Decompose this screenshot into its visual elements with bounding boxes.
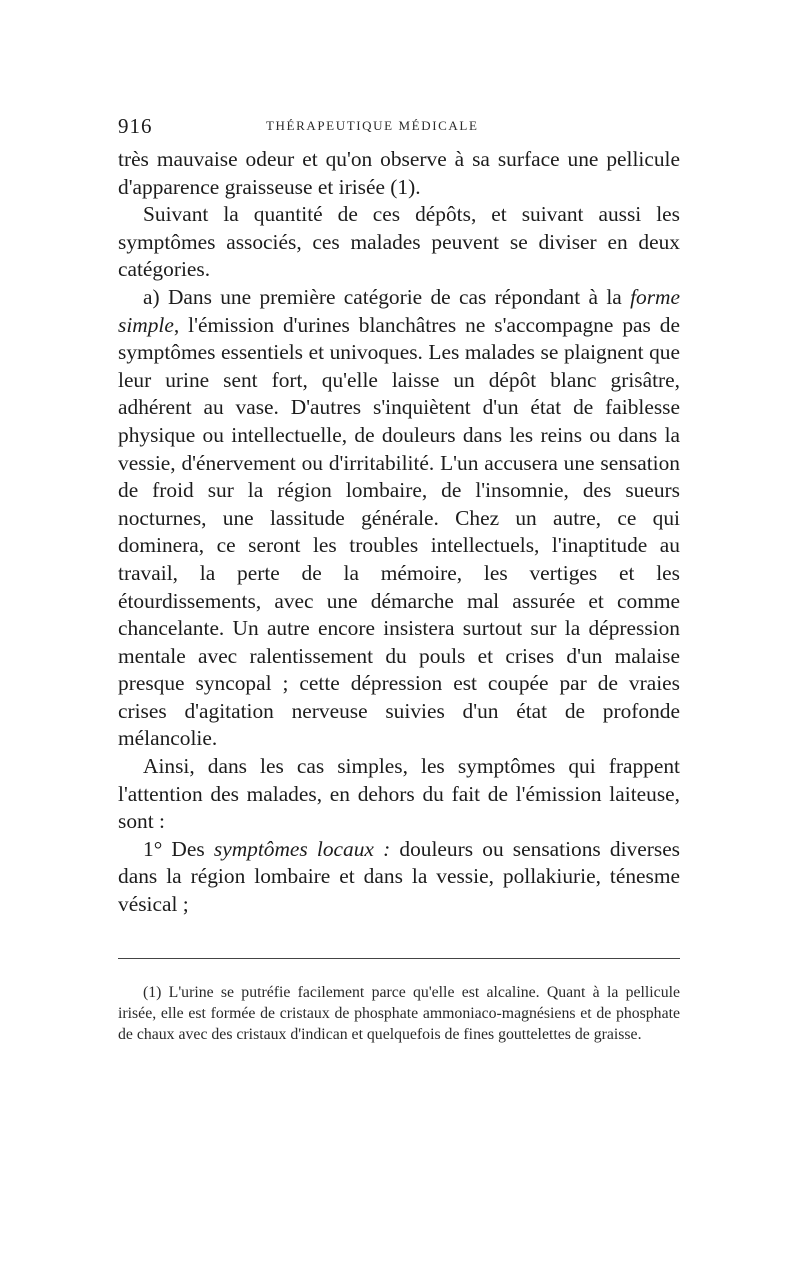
paragraph-rest: douleurs ou sensations diverses dans la région lombaire et dans la vessie, pollakiurie, ténesme vésical ; (118, 836, 681, 917)
running-head: THÉRAPEUTIQUE MÉDICALE (266, 118, 479, 133)
footnote-rule (118, 958, 680, 959)
paragraph-continued: très mauvaise odeur et qu'on observe à sa surface une pellicule d'apparence graisseuse et irisée (1). (118, 147, 680, 199)
paragraph-ainsi: Ainsi, dans les cas simples, les symptômes qui frappent l'attention des malades, en dehors du fait de l'émission laiteuse, sont : (118, 754, 680, 834)
italic-term: forme simple (118, 284, 680, 337)
footnote-text: (1) L'urine se putréfie facilement parce qu'elle est alcaline. Quant à la pellicule irisée, elle est formée de cristaux de phosphate ammoniaco-magnésiens et de phosphate de chaux avec des cristaux d'indican et quelquefois de fines gouttelettes de graisse. (118, 984, 680, 1043)
paragraph-rest: , l'émission d'urines blanchâtres ne s'accompagne pas de symptômes essentiels et univoques. Les malades se plaignent que leur urine sent fort, qu'elle laisse un dépôt blanc grisâtre, adhérent au vase. D'autres s'inquiètent d'un état de faiblesse physique ou intellectuelle, de douleurs dans les reins ou dans la vessie, d'énervement ou d'irritabilité. L'un accusera une sensation de froid sur la région lombaire, de l'insomnie, des sueurs nocturnes, une lassitude générale. Chez un autre, ce qui dominera, ce seront les troubles intellectuels, l'inaptitude au travail, la perte de la mémoire, les vertiges et les étourdissements, avec une démarche mal assurée et comme chancelante. Un autre encore insistera surtout sur la dépression mentale avec ralentissement du pouls et crises d'un malaise presque syncopal ; cette dépression est coupée par de vraies crises d'agitation nerveuse suivies d'un état de profonde mélancolie. (118, 312, 680, 751)
page-number: 916 (118, 114, 153, 138)
paragraph-forme-simple (118, 284, 680, 753)
paragraph-lead: 1° Des (143, 836, 214, 861)
page-header (118, 114, 680, 144)
body-text (118, 146, 680, 919)
footnote (118, 982, 680, 1045)
italic-term: symptômes locaux : (213, 836, 391, 861)
paragraph-categories: Suivant la quantité de ces dépôts, et suivant aussi les symptômes associés, ces malades peuvent se diviser en deux catégories. (118, 202, 680, 282)
paragraph-symptomes-locaux (118, 836, 680, 919)
paragraph-lead: a) Dans une première catégorie de cas répondant à la (143, 284, 631, 309)
